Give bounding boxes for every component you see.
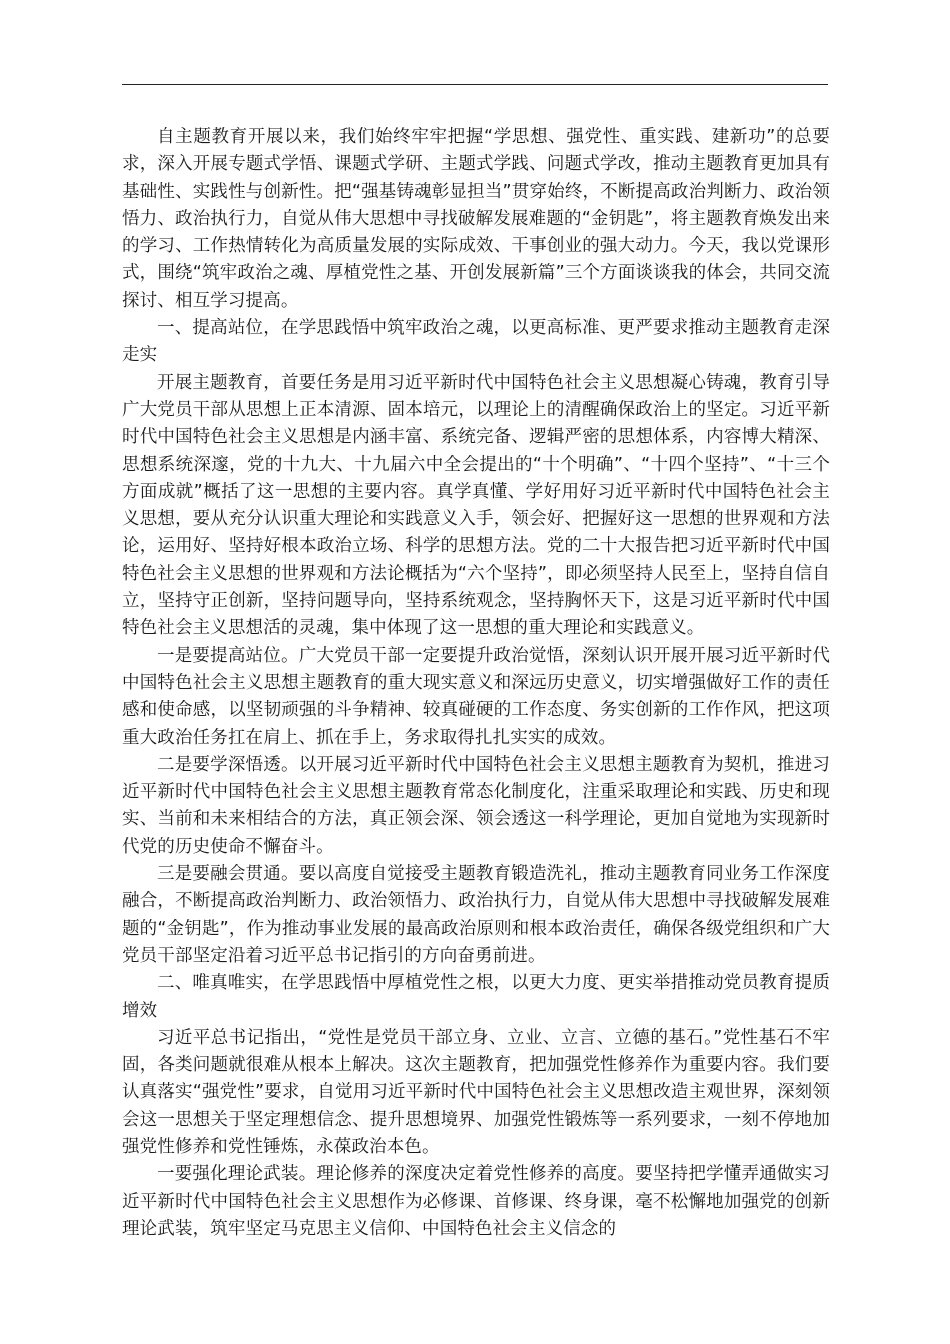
intro-paragraph: 自主题教育开展以来，我们始终牢牢把握“学思想、强党性、重实践、建新功”的总要求，深入开展专题式学悟、课题式学研、主题式学践、问题式学改，推动主题教育更加具有基础性、实践性与创新性。把“强基铸魂彰显担当”贯穿始终，不断提高政治判断力、政治领悟力、政治执行力，自觉从伟大思想中寻找破解发展难题的“金钥匙”，将主题教育焕发出来的学习、工作热情转化为高质量发展的实际成效、干事创业的强大动力。今天，我以党课形式，围绕“筑牢政治之魂、厚植党性之基、开创发展新篇”三个方面谈谈我的体会，共同交流探讨、相互学习提高。 (122, 127, 830, 311)
body-paragraph: 开展主题教育，首要任务是用习近平新时代中国特色社会主义思想凝心铸魂，教育引导广大党员干部从思想上正本清源、固本培元，以理论上的清醒确保政治上的坚定。习近平新时代中国特色社会主义思想是内涵丰富、系统完备、逻辑严密的思想体系，内容博大精深、思想系统深邃，党的十九大、十九届六中全会提出的“十个明确”、“十四个坚持”、“十三个方面成就”概括了这一思想的主要内容。真学真懂、学好用好习近平新时代中国特色社会主义思想，要从充分认识重大理论和实践意义入手，领会好、把握好这一思想的世界观和方法论，运用好、坚持好根本政治立场、科学的思想方法。党的二十大报告把习近平新时代中国特色社会主义思想的世界观和方法论概括为“六个坚持”，即必须坚持人民至上，坚持自信自立，坚持守正创新，坚持问题导向，坚持系统观念，坚持胸怀天下，这是习近平新时代中国特色社会主义思想活的灵魂，集中体现了这一思想的重大理论和实践意义。 (122, 372, 830, 639)
body-paragraph: 三是要融会贯通。要以高度自觉接受主题教育锻造洗礼，推动主题教育同业务工作深度融合，不断提高政治判断力、政治领悟力、政治执行力，自觉从伟大思想中寻找破解发展难题的“金钥匙”，作为推动事业发展的最高政治原则和根本政治责任，确保各级党组织和广大党员干部坚定沿着习近平总书记指引的方向奋勇前进。 (122, 864, 830, 966)
section-heading-1: 一、提高站位，在学思践悟中筑牢政治之魂，以更高标准、更严要求推动主题教育走深走实 (122, 318, 830, 366)
body-paragraph: 习近平总书记指出，“党性是党员干部立身、立业、立言、立德的基石。”党性基石不牢固，各类问题就很难从根本上解决。这次主题教育，把加强党性修养作为重要内容。我们要认真落实“强党性”要求，自觉用习近平新时代中国特色社会主义思想改造主观世界，深刻领会这一思想关于坚定理想信念、提升思想境界、加强党性锻炼等一系列要求，一刻不停地加强党性修养和党性锤炼，永葆政治本色。 (122, 1027, 830, 1157)
section-heading-2: 二、唯真唯实，在学思践悟中厚植党性之根，以更大力度、更实举措推动党员教育提质增效 (122, 973, 830, 1021)
body-paragraph: 二是要学深悟透。以开展习近平新时代中国特色社会主义思想主题教育为契机，推进习近平新时代中国特色社会主义思想主题教育常态化制度化，注重采取理论和实践、历史和现实、当前和未来相结合的方法，真正领会深、领会透这一科学理论，更加自觉地为实现新时代党的历史使命不懈奋斗。 (122, 754, 830, 857)
body-paragraph: 一是要提高站位。广大党员干部一定要提升政治觉悟，深刻认识开展开展习近平新时代中国特色社会主义思想主题教育的重大现实意义和深远历史意义，切实增强做好工作的责任感和使命感，以坚韧顽强的斗争精神、较真碰硬的工作态度、务实创新的工作作风，把这项重大政治任务扛在肩上、抓在手上，务求取得扎扎实实的成效。 (122, 645, 830, 748)
body-paragraph: 一要强化理论武装。理论修养的深度决定着党性修养的高度。要坚持把学懂弄通做实习近平新时代中国特色社会主义思想作为必修课、首修课、终身课，毫不松懈地加强党的创新理论武装，筑牢坚定马克思主义信仰、中国特色社会主义信念的 (122, 1164, 830, 1239)
header-rule (122, 84, 828, 85)
document-body (122, 124, 830, 1243)
